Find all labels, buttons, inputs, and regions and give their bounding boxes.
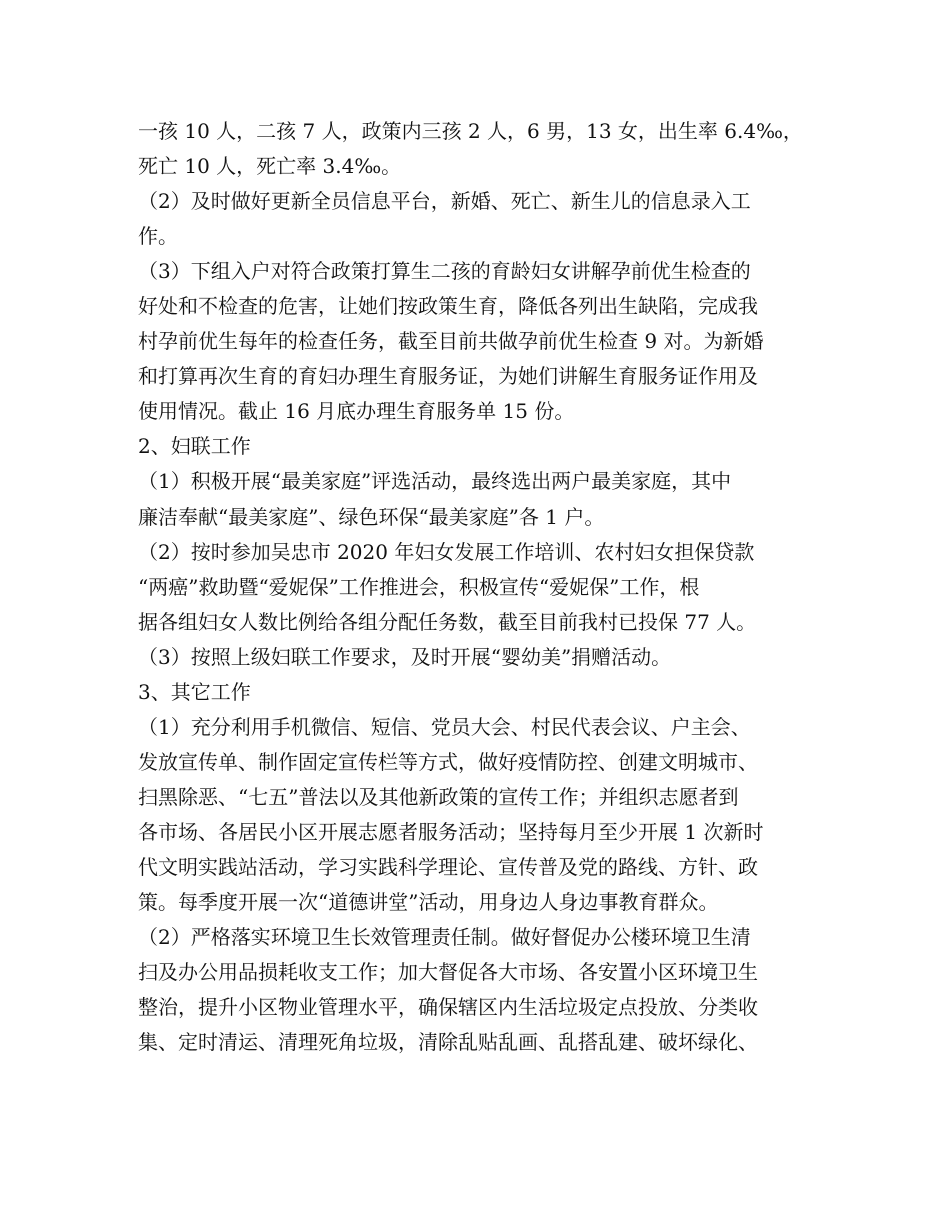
text-line: （3）下组入户对符合政策打算生二孩的育龄妇女讲解孕前优生检查的	[138, 259, 751, 284]
text-line: 廉洁奉献“最美家庭”、绿色环保“最美家庭”各 1 户。	[138, 504, 605, 529]
section-heading: 3、其它工作	[138, 679, 251, 704]
text-line: 据各组妇女人数比例给各组分配任务数，截至目前我村已投保 77 人。	[138, 609, 757, 634]
text-line: 和打算再次生育的育妇办理生育服务证，为她们讲解生育服务证作用及	[138, 364, 758, 389]
text-line: 策。每季度开展一次“道德讲堂”活动，用身边人身边事教育群众。	[138, 890, 719, 915]
text-line: 死亡 10 人，死亡率 3.4‰。	[138, 154, 402, 179]
text-line: 整治，提升小区物业管理水平，确保辖区内生活垃圾定点投放、分类收	[138, 995, 758, 1020]
text-line: 好处和不检查的危害，让她们按政策生育，降低各列出生缺陷，完成我	[138, 294, 758, 319]
text-line: （1）充分利用手机微信、短信、党员大会、村民代表会议、户主会、	[138, 714, 751, 739]
text-line: 集、定时清运、清理死角垃圾，清除乱贴乱画、乱搭乱建、破坏绿化、	[138, 1030, 758, 1055]
text-line: （2）按时参加吴忠市 2020 年妇女发展工作培训、农村妇女担保贷款	[138, 539, 755, 564]
text-line: 村孕前优生每年的检查任务，截至目前共做孕前优生检查 9 对。为新婚	[138, 329, 764, 354]
text-line: （3）按照上级妇联工作要求，及时开展“婴幼美”捐赠活动。	[138, 644, 672, 669]
text-line: 扫黑除恶、“七五”普法以及其他新政策的宣传工作；并组织志愿者到	[138, 784, 739, 809]
text-line: 发放宣传单、制作固定宣传栏等方式，做好疫情防控、创建文明城市、	[138, 749, 758, 774]
text-line: （2）及时做好更新全员信息平台，新婚、死亡、新生儿的信息录入工	[138, 189, 751, 214]
text-line: （2）严格落实环境卫生长效管理责任制。做好督促办公楼环境卫生清	[138, 925, 751, 950]
text-line: 一孩 10 人，二孩 7 人，政策内三孩 2 人，6 男，13 女，出生率 6.4‰，	[138, 119, 803, 143]
text-line: “两癌”救助暨“爱妮保”工作推进会，积极宣传“爱妮保”工作，根	[138, 574, 700, 599]
text-line: （1）积极开展“最美家庭”评选活动，最终选出两户最美家庭，其中	[138, 469, 732, 494]
text-line: 各市场、各居民小区开展志愿者服务活动；坚持每月至少开展 1 次新时	[138, 819, 764, 844]
text-line: 代文明实践站活动，学习实践科学理论、宣传普及党的路线、方针、政	[138, 854, 758, 879]
text-line: 使用情况。截止 16 月底办理生育服务单 15 份。	[138, 399, 575, 424]
text-line: 作。	[138, 224, 178, 249]
document-body	[138, 114, 818, 1060]
text-line: 扫及办公用品损耗收支工作；加大督促各大市场、各安置小区环境卫生	[138, 960, 758, 985]
section-heading: 2、妇联工作	[138, 434, 251, 459]
